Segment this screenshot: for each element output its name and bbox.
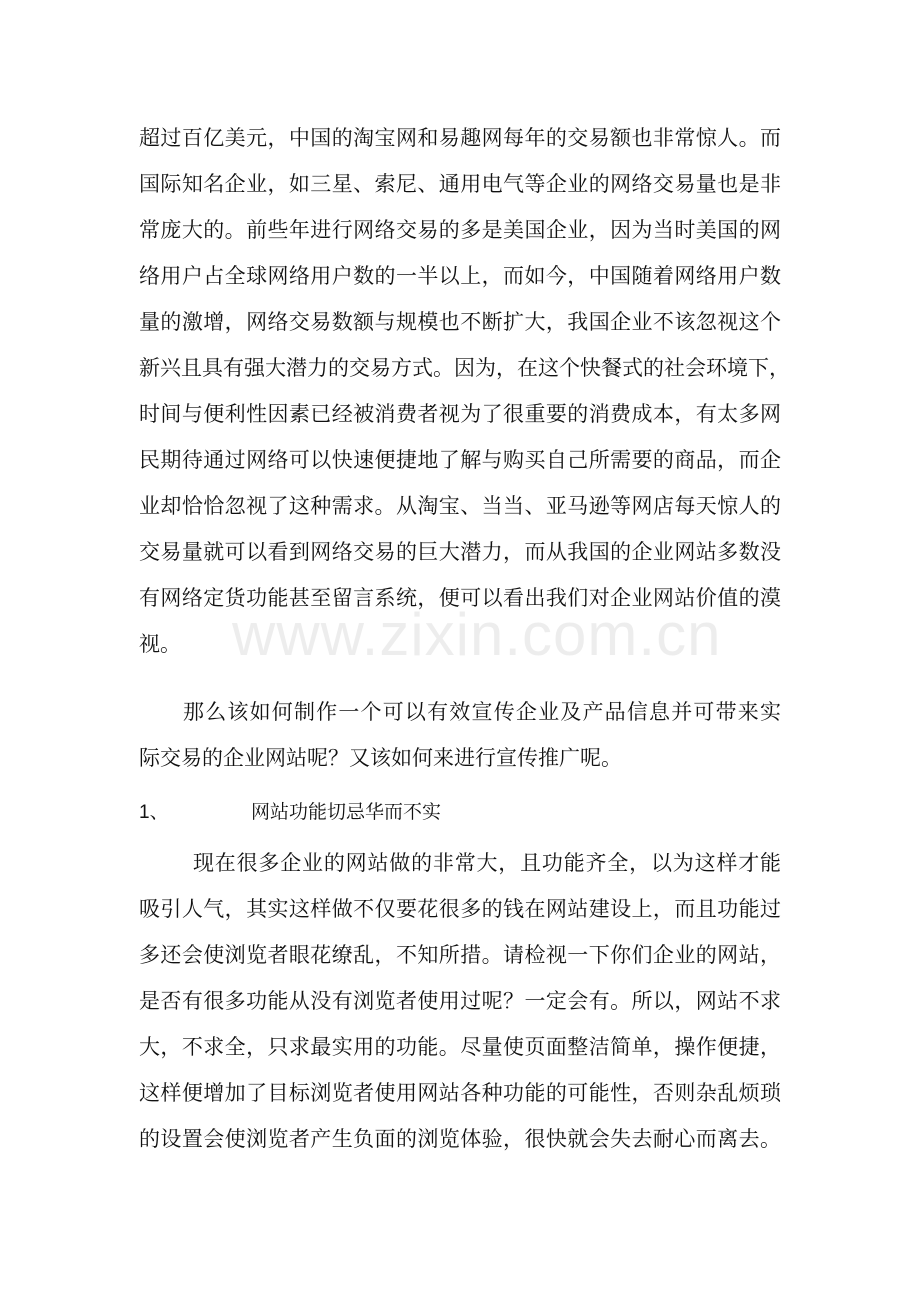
paragraph-1-line: 超过百亿美元，中国的淘宝网和易趣网每年的交易额也非常惊人。而 [139, 126, 781, 150]
paragraph-3-line: 现在很多企业的网站做的非常大，且功能齐全，以为这样才能 [193, 851, 781, 875]
paragraph-1-line: 国际知名企业，如三星、索尼、通用电气等企业的网络交易量也是非 [139, 172, 781, 196]
paragraph-1-line: 民期待通过网络可以快速便捷地了解与购买自己所需要的商品，而企 [139, 448, 781, 472]
paragraph-3-line: 是否有很多功能从没有浏览者使用过呢？一定会有。所以，网站不求 [139, 989, 781, 1013]
paragraph-3-line: 吸引人气，其实这样做不仅要花很多的钱在网站建设上，而且功能过 [139, 897, 781, 921]
paragraph-3-line: 大，不求全，只求最实用的功能。尽量使页面整洁简单，操作便捷， [139, 1035, 781, 1059]
paragraph-1-line: 新兴且具有强大潜力的交易方式。因为，在这个快餐式的社会环境下， [139, 356, 790, 380]
paragraph-1-line: 视。 [139, 632, 181, 656]
section-heading [139, 797, 441, 828]
paragraph-1-line: 业却恰恰忽视了这种需求。从淘宝、当当、亚马逊等网店每天惊人的 [139, 494, 781, 518]
watermark: www.zixin.com.cn [232, 601, 722, 668]
paragraph-1-line: 交易量就可以看到网络交易的巨大潜力，而从我国的企业网站多数没 [139, 540, 781, 564]
section-title: 网站功能切忌华而不实 [251, 801, 442, 823]
paragraph-1-line: 常庞大的。前些年进行网络交易的多是美国企业，因为当时美国的网 [139, 218, 781, 242]
paragraph-3-line: 多还会使浏览者眼花缭乱，不知所措。请检视一下你们企业的网站， [139, 943, 781, 967]
paragraph-3-line: 的设置会使浏览者产生负面的浏览体验，很快就会失去耐心而离去。 [139, 1127, 781, 1151]
paragraph-1-line: 时间与便利性因素已经被消费者视为了很重要的消费成本，有太多网 [139, 402, 781, 426]
paragraph-3-line: 这样便增加了目标浏览者使用网站各种功能的可能性，否则杂乱烦琐 [139, 1081, 781, 1105]
paragraph-2-line: 际交易的企业网站呢？又该如何来进行宣传推广呢。 [139, 746, 622, 770]
paragraph-2-line: 那么该如何制作一个可以有效宣传企业及产品信息并可带来实 [183, 700, 781, 724]
paragraph-1-line: 量的激增，网络交易数额与规模也不断扩大，我国企业不该忽视这个 [139, 310, 781, 334]
section-number: 1、 [139, 802, 169, 823]
paragraph-1-line: 络用户占全球网络用户数的一半以上，而如今，中国随着网络用户数 [139, 264, 781, 288]
paragraph-1-line: 有网络定货功能甚至留言系统，便可以看出我们对企业网站价值的漠 [139, 586, 781, 610]
